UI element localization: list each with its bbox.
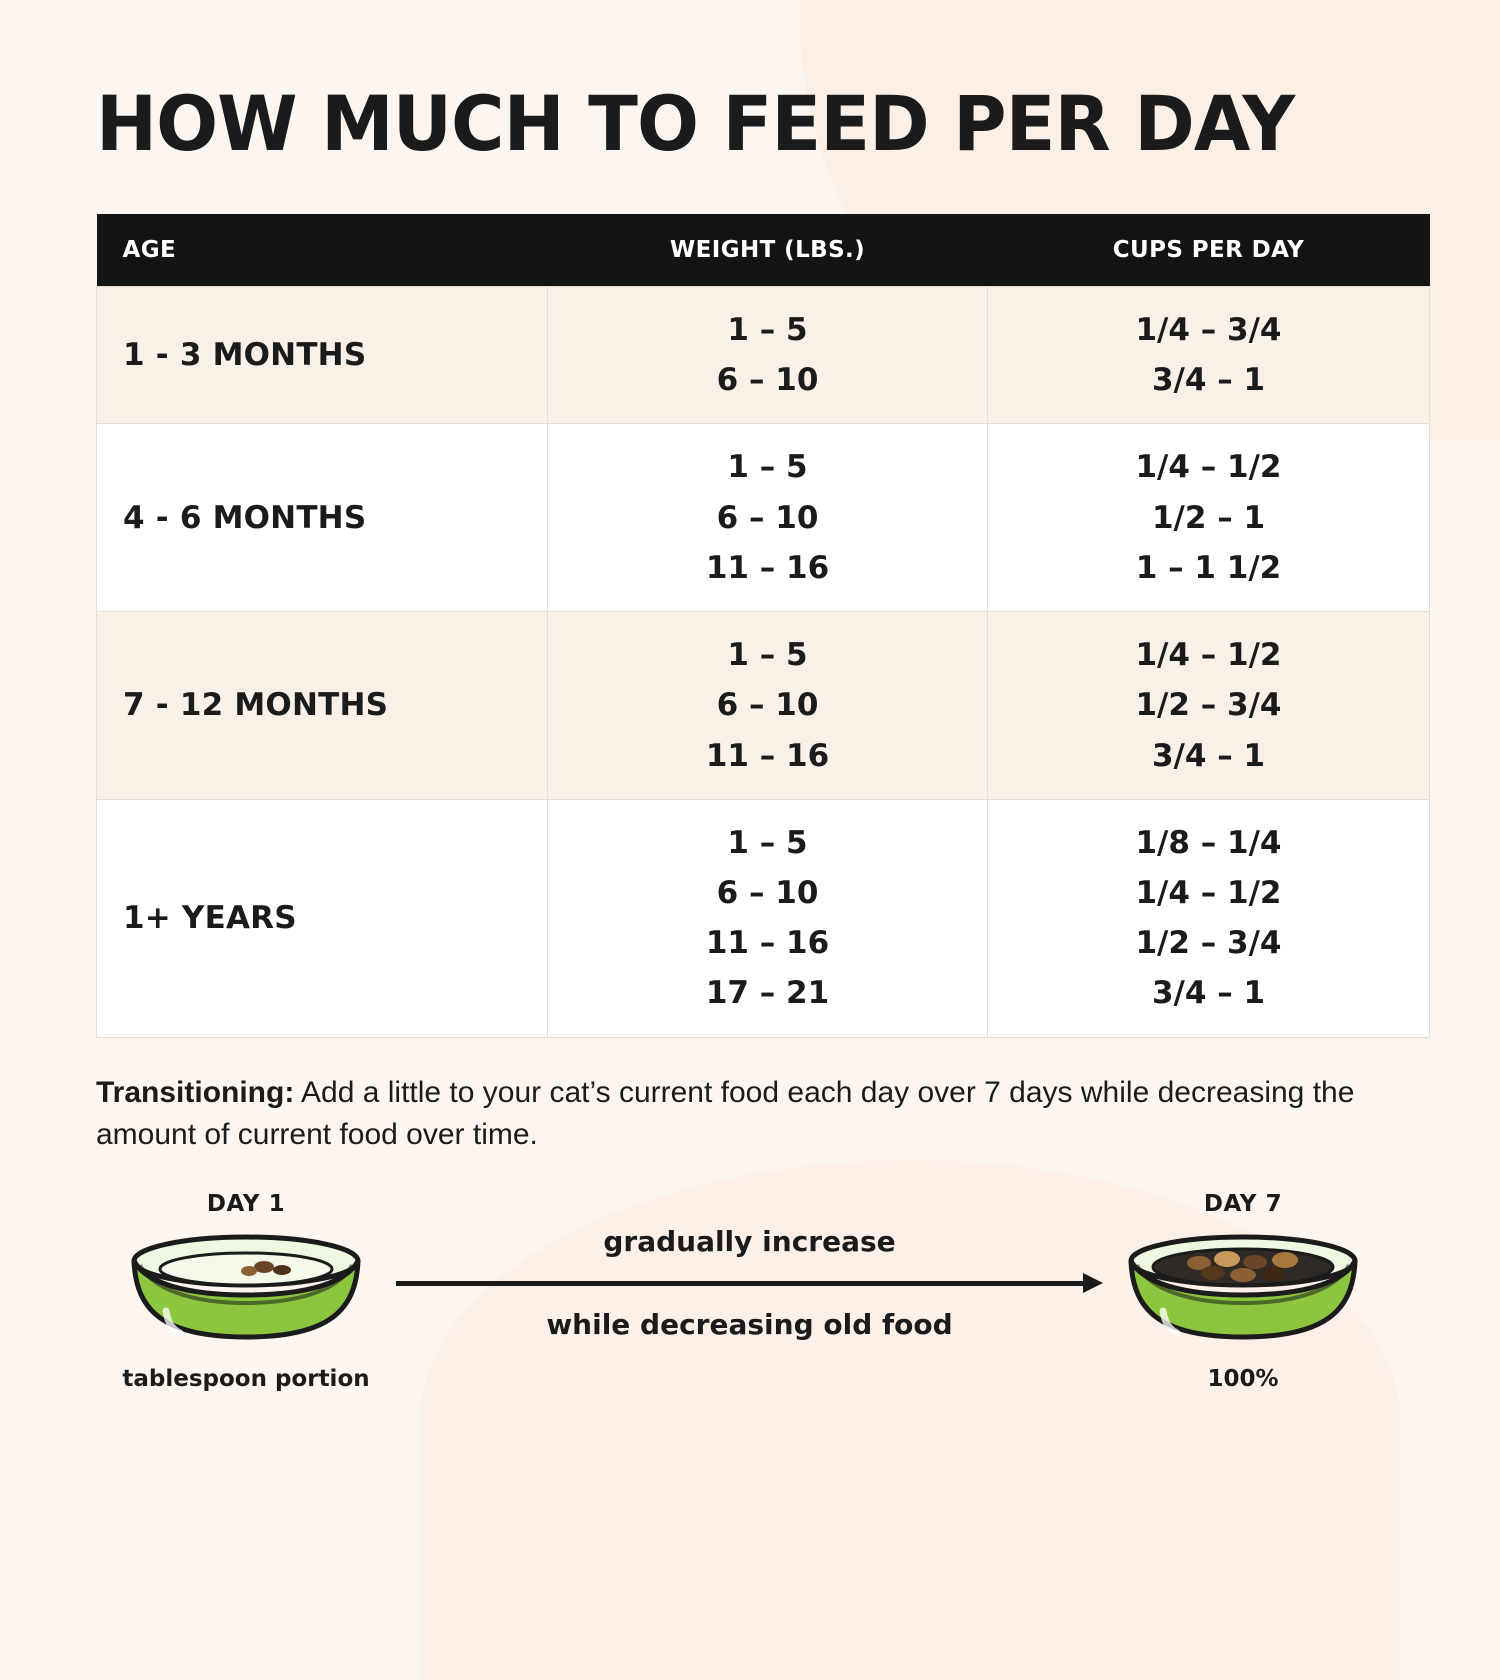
- day7-label: DAY 7: [1203, 1190, 1283, 1217]
- cups-line: 1/4 – 1/2: [1135, 637, 1282, 674]
- cell-weight: [548, 424, 988, 612]
- day1-label: DAY 1: [206, 1190, 286, 1217]
- cups-line: 1 – 1 1/2: [1135, 549, 1282, 586]
- cups-line: 3/4 – 1: [1151, 362, 1266, 399]
- arrow-shaft: [396, 1281, 1085, 1286]
- cell-cups: [988, 612, 1430, 800]
- weight-line: 11 – 16: [705, 925, 830, 962]
- cell-age: 1+ YEARS: [97, 799, 548, 1037]
- transition-diagram: [96, 1191, 1403, 1441]
- weight-line: 6 – 10: [716, 362, 819, 399]
- cell-age: 1 - 3 MONTHS: [97, 287, 548, 424]
- cell-age: 7 - 12 MONTHS: [97, 612, 548, 800]
- day1-caption: tablespoon portion: [122, 1365, 370, 1392]
- cups-line: 3/4 – 1: [1151, 975, 1266, 1012]
- table-row: [97, 424, 1430, 612]
- weight-line: 11 – 16: [705, 737, 830, 774]
- cups-line: 1/2 – 3/4: [1135, 925, 1282, 962]
- arrow-top-label: gradually increase: [603, 1224, 896, 1258]
- cell-weight: [548, 287, 988, 424]
- arrow-bottom-label: while decreasing old food: [546, 1307, 953, 1341]
- arrow-icon: [396, 1272, 1103, 1294]
- day7-caption: 100%: [1207, 1365, 1279, 1392]
- arrow-block: [396, 1225, 1103, 1341]
- weight-line: 6 – 10: [716, 874, 819, 911]
- column-header-cups: CUPS PER DAY: [988, 214, 1430, 287]
- table-row: [97, 612, 1430, 800]
- table-row: [97, 287, 1430, 424]
- feeding-guide-table: [96, 214, 1430, 1038]
- table-body: [97, 287, 1430, 1038]
- cups-line: 1/4 – 3/4: [1135, 312, 1282, 348]
- weight-line: 6 – 10: [716, 687, 819, 724]
- cups-line: 3/4 – 1: [1151, 737, 1266, 774]
- page-title: HOW MUCH TO FEED PER DAY: [96, 79, 1295, 168]
- weight-line: 1 – 5: [727, 824, 808, 861]
- column-header-age: AGE: [97, 214, 548, 287]
- weight-line: 11 – 16: [705, 549, 830, 586]
- cups-line: 1/8 – 1/4: [1135, 824, 1282, 861]
- cat-bowl-day7-icon: [1103, 1225, 1383, 1355]
- table-header: [97, 214, 1430, 287]
- weight-line: 17 – 21: [705, 975, 830, 1012]
- cups-line: 1/4 – 1/2: [1135, 449, 1282, 486]
- cell-age: 4 - 6 MONTHS: [97, 424, 548, 612]
- cell-cups: [988, 287, 1430, 424]
- weight-line: 1 – 5: [727, 312, 808, 348]
- cat-bowl-day1-icon: [106, 1225, 386, 1355]
- transition-text: Add a little to your cat’s current food each day over 7 days while decreasing the amount of current food over time.: [96, 1075, 1355, 1152]
- cell-weight: [548, 799, 988, 1037]
- cell-weight: [548, 612, 988, 800]
- table-row: [97, 799, 1430, 1037]
- cups-line: 1/2 – 3/4: [1135, 687, 1282, 724]
- weight-line: 1 – 5: [727, 637, 808, 674]
- day1-column: [96, 1191, 396, 1392]
- weight-line: 6 – 10: [716, 499, 819, 536]
- cell-cups: [988, 424, 1430, 612]
- weight-line: 1 – 5: [727, 449, 808, 486]
- cell-cups: [988, 799, 1430, 1037]
- day7-column: [1093, 1191, 1393, 1392]
- column-header-weight: WEIGHT (LBS.): [548, 214, 988, 287]
- transition-label: Transitioning:: [96, 1075, 295, 1109]
- cups-line: 1/2 – 1: [1151, 499, 1266, 536]
- table-header-row: [97, 214, 1430, 287]
- cups-line: 1/4 – 1/2: [1135, 874, 1282, 911]
- transition-note: [96, 1072, 1403, 1157]
